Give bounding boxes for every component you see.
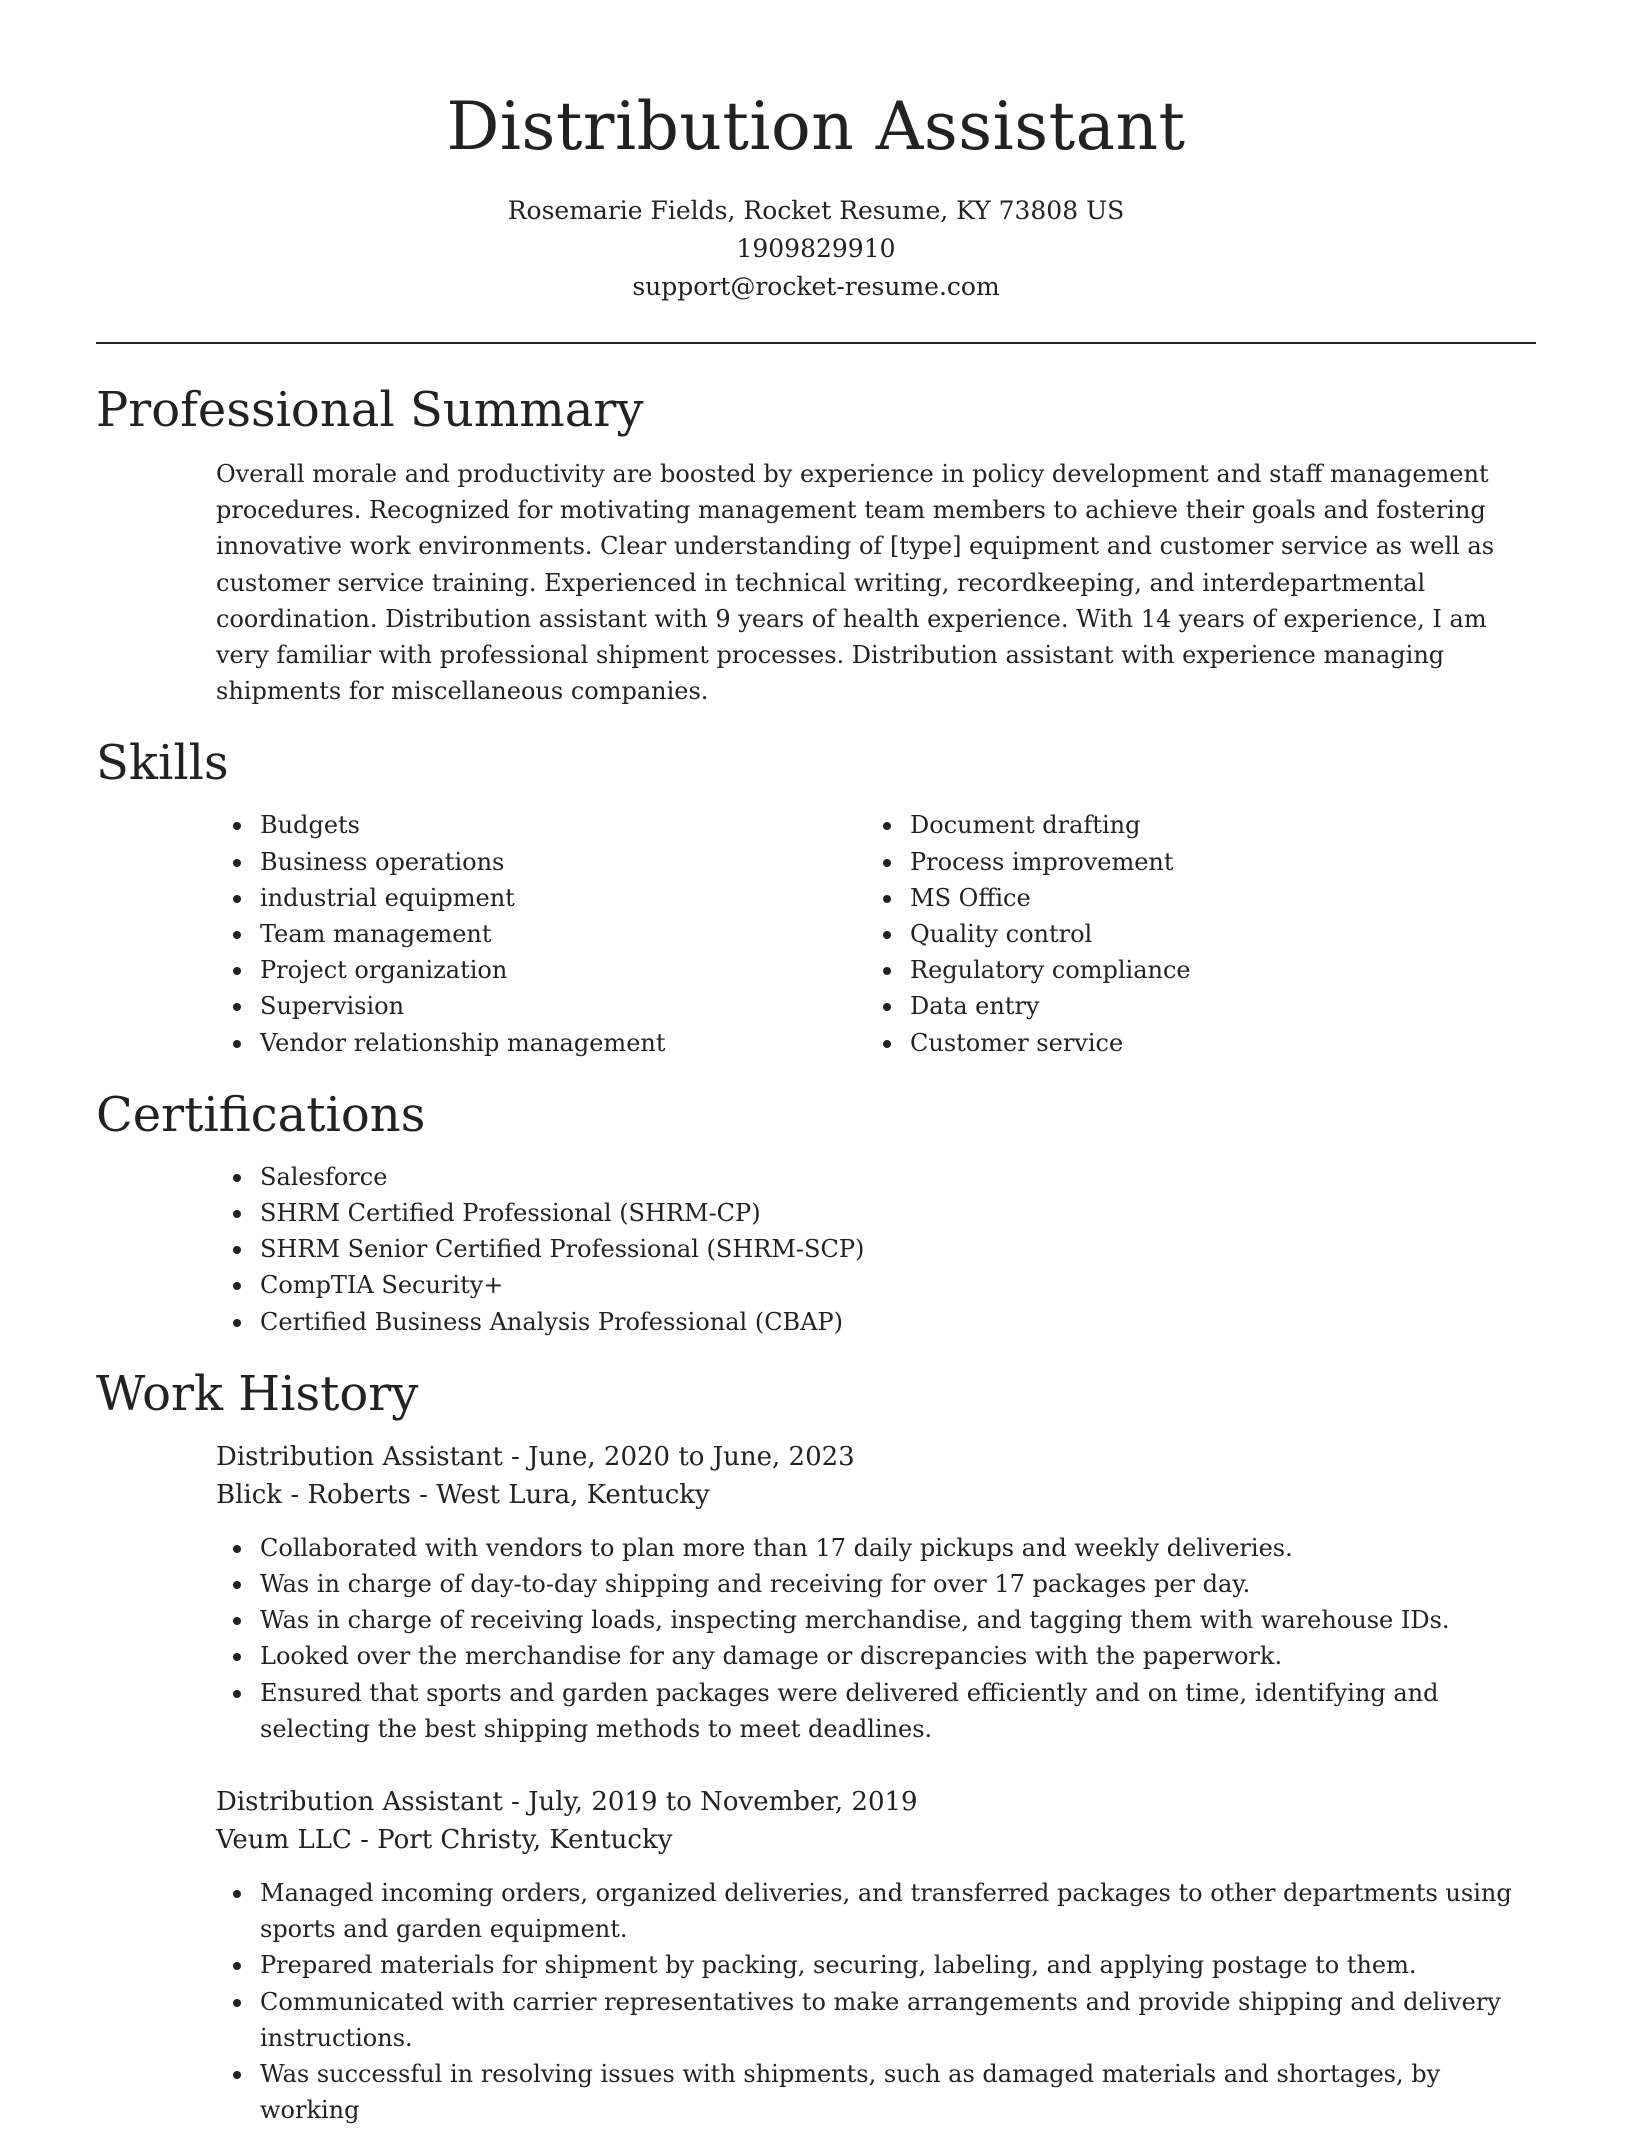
summary-heading: Professional Summary bbox=[96, 382, 644, 438]
contact-email: support@rocket-resume.com bbox=[632, 272, 1000, 301]
job-bullet: Was in charge of receiving loads, inspecting merchandise, and tagging them with warehouse IDs. bbox=[96, 1602, 1536, 1638]
work-history-heading: Work History bbox=[96, 1365, 419, 1422]
certification-item: SHRM Senior Certified Professional (SHRM-SCP) bbox=[96, 1231, 1536, 1267]
header-divider bbox=[96, 342, 1536, 344]
job-bullet: Communicated with carrier representatives to make arrangements and provide shipping and delivery instructions. bbox=[96, 1984, 1536, 2056]
skills-list bbox=[96, 807, 1536, 1060]
job-bullet: Looked over the merchandise for any damage or discrepancies with the paperwork. bbox=[96, 1638, 1536, 1674]
job-bullets bbox=[96, 1530, 1536, 1747]
job-role-dates: Distribution Assistant - July, 2019 to November, 2019 bbox=[216, 1787, 918, 1818]
job-bullet: Managed incoming orders, organized deliveries, and transferred packages to other departments using sports and garden equipment. bbox=[96, 1875, 1536, 1947]
skills-column-left bbox=[96, 807, 746, 1060]
job-bullet: Was successful in resolving issues with shipments, such as damaged materials and shortages, by working bbox=[96, 2056, 1536, 2128]
skill-item: Team management bbox=[96, 916, 746, 952]
job-role-dates: Distribution Assistant - June, 2020 to June, 2023 bbox=[216, 1441, 855, 1472]
resume-header bbox=[96, 0, 1536, 306]
skill-item: Data entry bbox=[746, 988, 1396, 1024]
skill-item: Customer service bbox=[746, 1025, 1396, 1061]
contact-address: Rosemarie Fields, Rocket Resume, KY 73808 US bbox=[507, 196, 1125, 225]
contact-phone: 1909829910 bbox=[736, 234, 896, 263]
certification-item: CompTIA Security+ bbox=[96, 1267, 1536, 1303]
skills-column-right bbox=[746, 807, 1396, 1060]
contact-block bbox=[96, 192, 1536, 306]
skill-item: Document drafting bbox=[746, 807, 1396, 843]
job-company-location: Veum LLC - Port Christy, Kentucky bbox=[216, 1825, 673, 1856]
skill-item: Budgets bbox=[96, 807, 746, 843]
summary-text: Overall morale and productivity are boosted by experience in policy development and staff management procedures. Recognized for motivating management team members to achieve their goals and fostering innovative work environments. Clear understanding of [type] equipment and customer service as well as customer service training. Experienced in technical writing, recordkeeping, and interdepartmental coordination. Distribution assistant with 9 years of health experience. With 14 years of experience, I am very familiar with professional shipment processes. Distribution assistant with experience managing shipments for miscellaneous companies. bbox=[216, 460, 1495, 706]
skill-item: Supervision bbox=[96, 988, 746, 1024]
certification-item: SHRM Certified Professional (SHRM-CP) bbox=[96, 1195, 1536, 1231]
skill-item: industrial equipment bbox=[96, 880, 746, 916]
certifications-heading: Certifications bbox=[96, 1086, 426, 1143]
job-bullet: Ensured that sports and garden packages were delivered efficiently and on time, identifying and selecting the best shipping methods to meet deadlines. bbox=[96, 1675, 1536, 1747]
job-company-location: Blick - Roberts - West Lura, Kentucky bbox=[216, 1479, 710, 1510]
certification-item: Salesforce bbox=[96, 1159, 1536, 1195]
certification-item: Certified Business Analysis Professional (CBAP) bbox=[96, 1304, 1536, 1340]
skill-item: MS Office bbox=[746, 880, 1396, 916]
job-bullets bbox=[96, 1875, 1536, 2128]
skill-item: Regulatory compliance bbox=[746, 952, 1396, 988]
job-entry bbox=[96, 1438, 1536, 1747]
skill-item: Business operations bbox=[96, 844, 746, 880]
skill-item: Vendor relationship management bbox=[96, 1025, 746, 1061]
skills-heading: Skills bbox=[96, 735, 229, 792]
job-bullet: Collaborated with vendors to plan more than 17 daily pickups and weekly deliveries. bbox=[96, 1530, 1536, 1566]
document-title: Distribution Assistant bbox=[446, 88, 1186, 165]
job-bullet: Prepared materials for shipment by packing, securing, labeling, and applying postage to them. bbox=[96, 1947, 1536, 1983]
skill-item: Project organization bbox=[96, 952, 746, 988]
resume-page bbox=[96, 0, 1536, 2129]
job-bullet: Was in charge of day-to-day shipping and receiving for over 17 packages per day. bbox=[96, 1566, 1536, 1602]
job-entry bbox=[96, 1783, 1536, 2128]
skill-item: Quality control bbox=[746, 916, 1396, 952]
certifications-list bbox=[96, 1159, 1536, 1340]
skill-item: Process improvement bbox=[746, 844, 1396, 880]
